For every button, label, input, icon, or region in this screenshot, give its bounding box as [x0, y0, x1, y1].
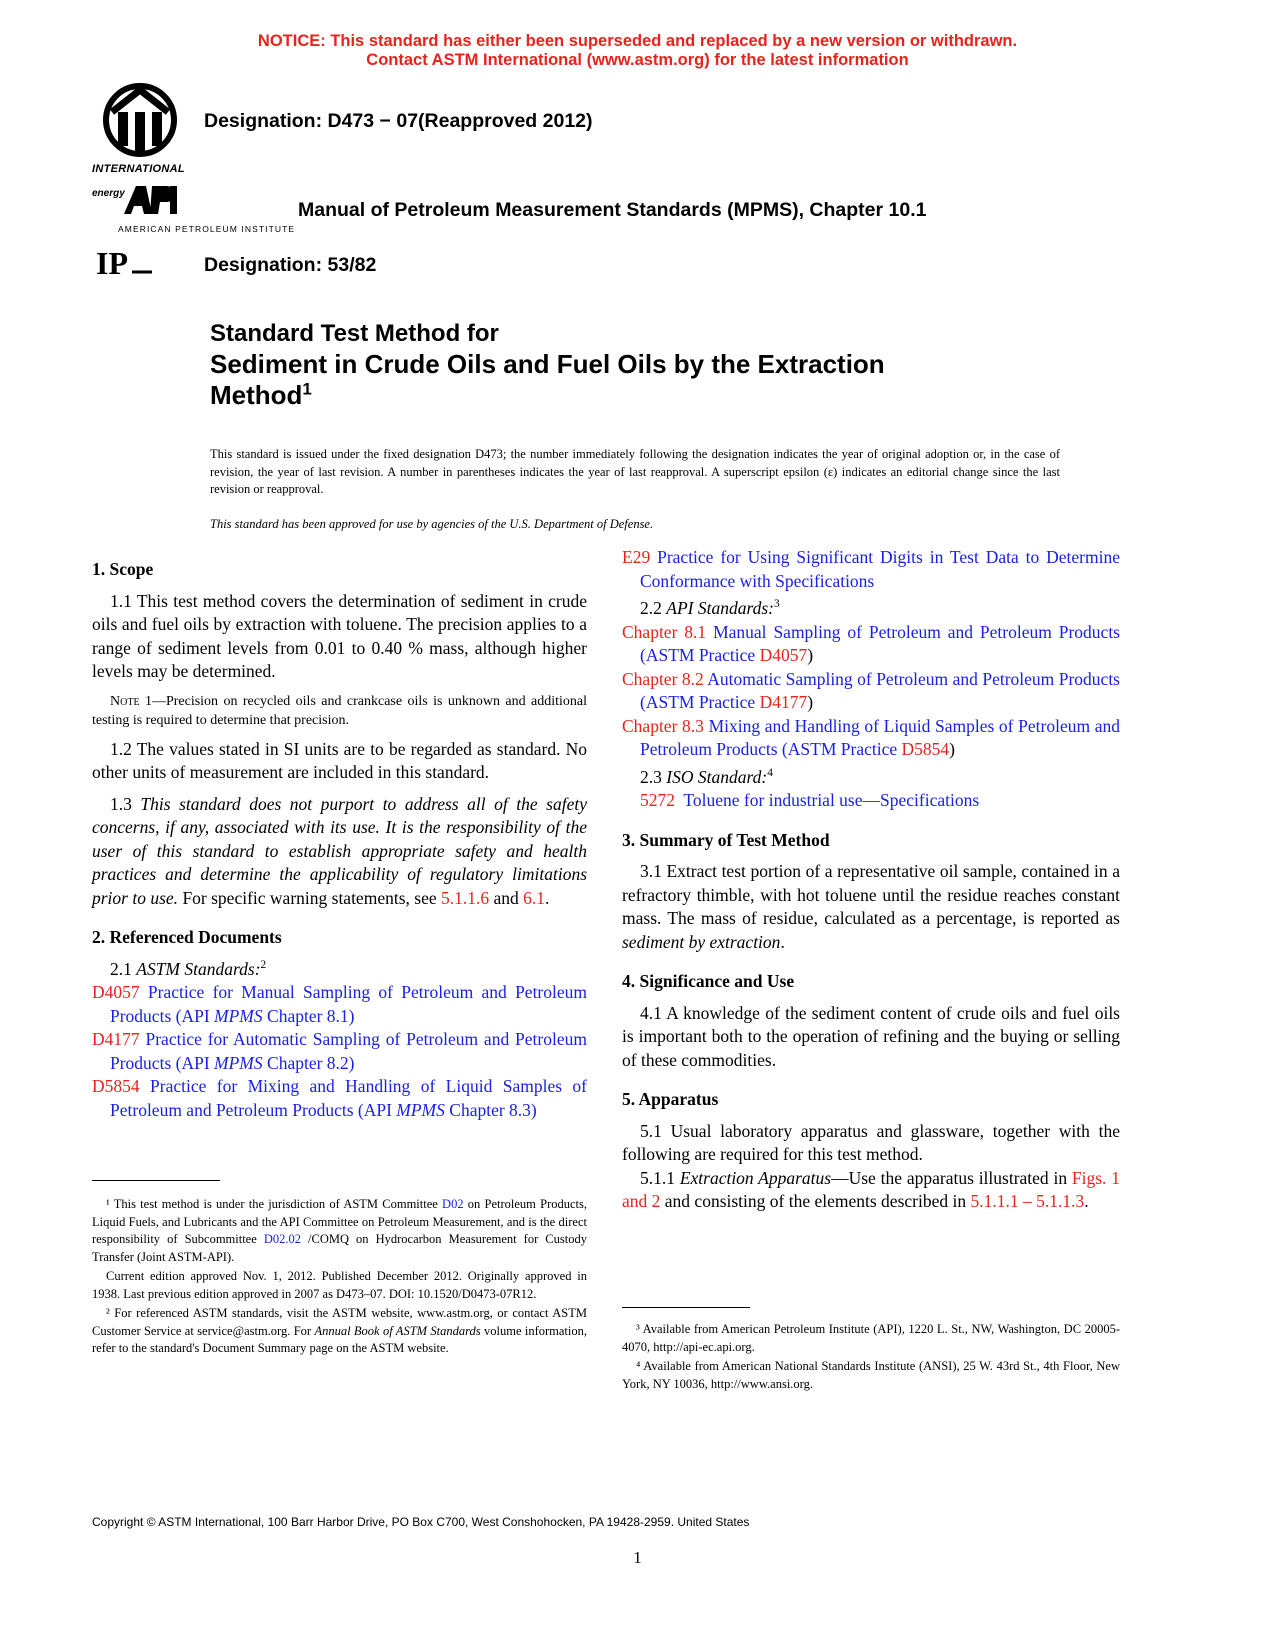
- section-4-1: 4.1 A knowledge of the sediment content of crude oils and fuel oils is important both to the operation of refining and the buying or selling of these commodities.: [622, 1002, 1120, 1070]
- ref-d5854-chapter[interactable]: Chapter 8.3): [444, 1099, 537, 1120]
- link-iso-5272[interactable]: 5272: [640, 790, 675, 810]
- section-1-3-number: 1.3: [110, 793, 141, 814]
- ref-d4177: [92, 1028, 587, 1075]
- link-d5854[interactable]: D5854: [92, 1076, 140, 1096]
- left-column: [92, 558, 587, 1122]
- section-3-1: [622, 860, 1120, 954]
- ip-logo: [96, 246, 156, 286]
- iso-standard-label: ISO Standard:: [666, 766, 768, 787]
- title-line-2: Sediment in Crude Oils and Fuel Oils by the Extraction: [210, 349, 885, 379]
- section-3-1-text: 3.1 Extract test portion of a representative oil sample, contained in a refractory thimble, with hot toluene until the residue reaches constant mass. The mass of residue, calculated as a percentage, is reported as: [622, 861, 1120, 928]
- link-e29[interactable]: E29: [622, 547, 651, 567]
- ref-chapter-8-3-end: ): [949, 739, 955, 759]
- footnote-1-text-c: /COMQ on Hydrocarbon Measurement for Custody Transfer (Joint ASTM-API).: [92, 1232, 587, 1264]
- page-number: 1: [633, 1548, 642, 1567]
- section-2-1-number: 2.1: [110, 958, 137, 979]
- ref-chapter-8-1-text[interactable]: Manual Sampling of Petroleum and Petroleum Products (ASTM Practice: [640, 621, 1120, 665]
- section-5-1-1-number: 5.1.1: [640, 1167, 680, 1188]
- right-column: [622, 546, 1120, 1214]
- section-5-1-1-text-b: and consisting of the elements described in: [660, 1191, 971, 1211]
- extraction-apparatus-label: Extraction Apparatus: [679, 1167, 832, 1188]
- api-mark-icon: [122, 184, 178, 214]
- footnote-4-mark: 4: [767, 766, 773, 779]
- link-d4057[interactable]: D4057: [92, 982, 140, 1002]
- notice-line-2: Contact ASTM International (www.astm.org) for the latest information: [366, 51, 909, 69]
- footnote-2-mark: 2: [260, 958, 267, 971]
- scope-heading: 1. Scope: [92, 559, 154, 579]
- ip-designation: Designation: 53/82: [204, 254, 377, 276]
- ref-d4177-chapter[interactable]: Chapter 8.2): [262, 1052, 355, 1073]
- ref-chapter-8-2: [622, 668, 1120, 715]
- referenced-documents-heading: 2. Referenced Documents: [92, 927, 282, 947]
- footnote-2: [92, 1305, 587, 1358]
- link-d4177[interactable]: D4177: [92, 1029, 140, 1049]
- section-2-3-number: 2.3: [640, 766, 667, 787]
- link-d02-02[interactable]: D02.02: [263, 1232, 301, 1246]
- ref-d5854-text[interactable]: Practice for Mixing and Handling of Liquid Samples of Petroleum and Petroleum Products (API: [110, 1076, 587, 1120]
- api-energy-text: energy: [92, 188, 125, 199]
- api-logo-caption: AMERICAN PETROLEUM INSTITUTE: [118, 224, 296, 234]
- astm-standards-label: ASTM Standards:: [136, 958, 261, 979]
- left-footnotes: [92, 1196, 587, 1360]
- section-1-3-and: and: [489, 887, 524, 908]
- copyright-footer: Copyright © ASTM International, 100 Barr Harbor Drive, PO Box C700, West Conshohocken, PA 19428-2959. United States: [92, 1515, 750, 1529]
- link-5-1-1-1-range[interactable]: 5.1.1.1 – 5.1.1.3: [970, 1191, 1085, 1211]
- section-2-3: [622, 766, 1120, 790]
- link-chapter-8-2[interactable]: Chapter 8.2: [622, 668, 704, 689]
- notice-line-1: NOTICE: This standard has either been superseded and replaced by a new version or withdrawn.: [257, 32, 1018, 50]
- footnote-2-text-b: volume information, refer to the standard's Document Summary page on the ASTM website.: [92, 1323, 587, 1355]
- safety-caveat: This standard does not purport to address all of the safety concerns, if any, associated with its use. It is the responsibility of the user of this standard to establish appropriate safety and health practices and determine the applicability of regulatory limitations prior to use.: [92, 793, 588, 908]
- ref-chapter-8-2-text[interactable]: Automatic Sampling of Petroleum and Petroleum Products (ASTM Practice: [640, 668, 1120, 712]
- section-1-2: 1.2 The values stated in SI units are to be regarded as standard. No other units of measurement are included in this standard.: [92, 738, 587, 782]
- section-3-1-end: .: [780, 931, 785, 952]
- section-2-2: [622, 597, 1120, 621]
- astm-logo: [92, 82, 192, 174]
- ref-d4057: [92, 981, 587, 1028]
- astm-logo-caption: INTERNATIONAL: [92, 163, 185, 175]
- ref-d4057-text[interactable]: Practice for Manual Sampling of Petroleum and Petroleum Products (API: [110, 982, 587, 1026]
- footnote-1-text-b: on Petroleum Products, Liquid Fuels, and Lubricants and the API Committee on Petroleum Measurement, and is the direct responsibility of Subcommittee: [92, 1197, 587, 1246]
- mpms-chapter: Manual of Petroleum Measurement Standards (MPMS), Chapter 10.1: [298, 199, 927, 221]
- withdrawn-notice: [0, 32, 1275, 70]
- section-1-3: [92, 793, 587, 911]
- footnote-3: ³ Available from American Petroleum Institute (API), 1220 L. St., NW, Washington, DC 20005-4070, http://api-ec.api.org.: [622, 1322, 1120, 1354]
- link-chapter-8-3[interactable]: Chapter 8.3: [622, 715, 704, 736]
- note-1: [92, 692, 587, 730]
- section-5-1: 5.1 Usual laboratory apparatus and glassware, together with the following are required for this test method.: [622, 1120, 1120, 1164]
- section-5-1-1-end: .: [1084, 1191, 1089, 1211]
- significance-heading: 4. Significance and Use: [622, 971, 795, 991]
- ip-mark-icon: [96, 246, 156, 282]
- footnote-2-text-a: ² For referenced ASTM standards, visit the ASTM website, www.astm.org, or contact ASTM Customer Service at service@astm.org. For: [92, 1306, 587, 1338]
- svg-text:IP: IP: [96, 246, 128, 281]
- ref-chapter-8-3-text[interactable]: Mixing and Handling of Liquid Samples of Petroleum and Petroleum Products (ASTM Practice: [640, 715, 1120, 759]
- link-chapter-8-1-astm[interactable]: D4057: [759, 645, 808, 665]
- link-chapter-8-3-astm[interactable]: D5854: [901, 739, 950, 759]
- link-5-1-1-6[interactable]: 5.1.1.6: [440, 887, 490, 908]
- section-5-1-1-text-a: —Use the apparatus illustrated in: [831, 1167, 1072, 1188]
- title-footnote-mark: 1: [302, 379, 312, 399]
- link-d02[interactable]: D02: [442, 1197, 464, 1211]
- right-footnotes: [622, 1321, 1120, 1395]
- link-chapter-8-1[interactable]: Chapter 8.1: [622, 621, 707, 642]
- document-title: [210, 318, 885, 411]
- ref-chapter-8-1: [622, 621, 1120, 668]
- ref-d4057-mpms[interactable]: MPMS: [214, 1005, 263, 1026]
- footnote-4: ⁴ Available from American National Standards Institute (ANSI), 25 W. 43rd St., 4th Floor, New York, NY 10036, http://www.ansi.org.: [622, 1359, 1120, 1391]
- ref-iso-5272: [622, 789, 1120, 813]
- apparatus-heading: 5. Apparatus: [622, 1089, 719, 1109]
- api-logo: [92, 182, 296, 238]
- note-1-text: —Precision on recycled oils and crankcase oils is unknown and additional testing is required to determine that precision.: [92, 693, 587, 728]
- ref-e29: [622, 546, 1120, 593]
- link-chapter-8-2-astm[interactable]: D4177: [759, 692, 808, 712]
- title-line-1: Standard Test Method for: [210, 320, 499, 347]
- ref-e29-text[interactable]: Practice for Using Significant Digits in Test Data to Determine Conformance with Specifications: [640, 547, 1120, 591]
- summary-heading: 3. Summary of Test Method: [622, 829, 830, 850]
- designation: Designation: D473 − 07(Reapproved 2012): [204, 110, 593, 132]
- ref-d4177-text[interactable]: Practice for Automatic Sampling of Petroleum and Petroleum Products (API: [110, 1029, 587, 1073]
- ref-d5854-mpms[interactable]: MPMS: [396, 1099, 445, 1120]
- footnote-2-italic: Annual Book of ASTM Standards: [314, 1323, 481, 1338]
- note-1-label: Note 1: [110, 693, 152, 709]
- link-6-1[interactable]: 6.1: [523, 887, 546, 908]
- section-1-1: 1.1 This test method covers the determination of sediment in crude oils and fuel oils by extraction with toluene. The precision applies to a range of sediment levels from 0.01 to 0.40 % mass, although higher levels may be determined.: [92, 590, 587, 681]
- ref-d4057-chapter[interactable]: Chapter 8.1): [262, 1005, 355, 1026]
- footnote-1-edition: Current edition approved Nov. 1, 2012. Published December 2012. Originally approved in 1938. Last previous edition approved in 2007 as D473–07. DOI: 10.1520/D0473-07R12.: [92, 1269, 587, 1301]
- section-2-1: [92, 958, 587, 982]
- api-standards-label: API Standards:: [666, 598, 774, 618]
- dod-approval-note: This standard has been approved for use by agencies of the U.S. Department of Defense.: [210, 517, 654, 531]
- sediment-by-extraction: sediment by extraction: [622, 931, 781, 952]
- ref-chapter-8-1-end: ): [807, 645, 814, 665]
- ref-d5854: [92, 1075, 587, 1122]
- ref-chapter-8-2-end: ): [807, 692, 814, 712]
- section-1-3-tail: For specific warning statements, see: [178, 887, 441, 908]
- issued-under-note: This standard is issued under the fixed designation D473; the number immediately following the designation indicates the year of original adoption or, in the case of revision, the year of last revision. A number in parentheses indicates the year of last reapproval. A superscript epsilon (ε) indicates an editorial change since the last revision or reapproval.: [210, 447, 1060, 496]
- link-figs-1-and-2[interactable]: Figs. 1 and 2: [622, 1167, 1120, 1211]
- ref-d4177-mpms[interactable]: MPMS: [214, 1052, 263, 1073]
- section-2-2-number: 2.2: [640, 598, 667, 618]
- right-footnote-rule: [622, 1307, 750, 1308]
- left-footnote-rule: [92, 1180, 220, 1181]
- ref-chapter-8-3: [622, 715, 1120, 762]
- section-5-1-1: [622, 1167, 1120, 1214]
- footnote-3-mark: 3: [774, 598, 780, 611]
- section-1-3-end: .: [545, 887, 550, 908]
- ref-iso-5272-text[interactable]: Toluene for industrial use—Specifications: [675, 790, 980, 810]
- title-line-3: Method: [210, 380, 303, 410]
- footnote-1: [92, 1196, 587, 1266]
- footnote-1-text-a: ¹ This test method is under the jurisdiction of ASTM Committee: [106, 1197, 443, 1211]
